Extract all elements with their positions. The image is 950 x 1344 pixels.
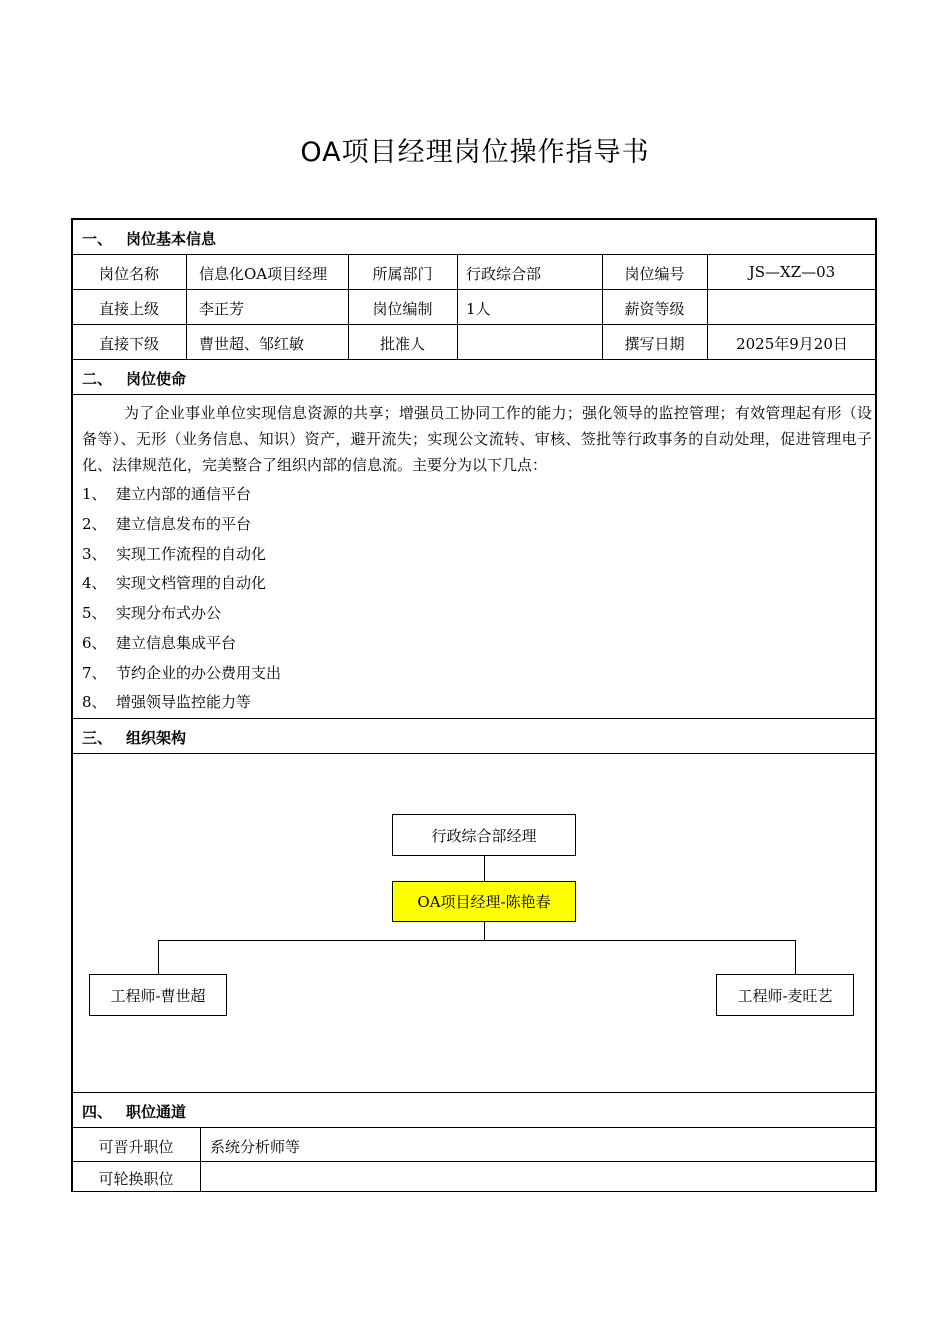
divider	[72, 1092, 877, 1093]
list-number: 4、	[82, 574, 107, 592]
divider	[72, 718, 877, 719]
list-text: 建立信息集成平台	[116, 634, 237, 652]
list-number: 2、	[82, 515, 107, 533]
section-header-org	[82, 727, 186, 748]
list-number: 5、	[82, 604, 107, 622]
org-connector	[484, 921, 485, 940]
label-position-name: 岗位名称	[98, 265, 159, 283]
list-text: 实现分布式办公	[116, 604, 222, 622]
org-box-department-manager: 行政综合部经理	[392, 814, 576, 856]
list-text: 实现工作流程的自动化	[116, 545, 267, 563]
divider	[200, 1127, 201, 1191]
section-header-basic	[82, 228, 216, 249]
org-box-engineer-left: 工程师-曹世超	[89, 974, 227, 1016]
list-number: 6、	[82, 634, 107, 652]
section-label: 组织架构	[126, 729, 187, 747]
label-promote: 可晋升职位	[98, 1138, 174, 1156]
divider	[186, 254, 187, 359]
divider	[72, 753, 877, 754]
label-salary-grade: 薪资等级	[624, 300, 685, 318]
list-number: 1、	[82, 485, 107, 503]
section-label: 职位通道	[126, 1103, 187, 1121]
list-number: 8、	[82, 693, 107, 711]
list-text: 建立信息发布的平台	[116, 515, 252, 533]
value-department: 行政综合部	[466, 265, 542, 283]
divider	[72, 289, 877, 290]
value-promote: 系统分析师等	[210, 1138, 301, 1156]
divider	[72, 254, 877, 255]
list-item	[82, 662, 281, 683]
value-headcount: 1人	[466, 300, 491, 318]
list-text: 节约企业的办公费用支出	[116, 664, 282, 682]
org-box-engineer-right: 工程师-麦旺艺	[716, 974, 854, 1016]
list-text: 增强领导监控能力等	[116, 693, 252, 711]
value-superior: 李正芳	[199, 300, 245, 318]
section-header-mission	[82, 368, 186, 389]
label-department: 所属部门	[372, 265, 433, 283]
mission-paragraph: 为了企业事业单位实现信息资源的共享；增强员工协同工作的能力；强化领导的监控管理；有效管理起有形（设备等）、无形（业务信息、知识）资产，避开流失；实现公文流转、审核、签批等行政事务的自动处理，促进管理电子化、法律规范化，完美整合了组织内部的信息流。主要分为以下几点：	[82, 404, 872, 474]
section-number: 二、	[82, 370, 113, 388]
label-write-date: 撰写日期	[624, 335, 685, 353]
org-box-current-position: OA项目经理-陈艳春	[392, 881, 576, 922]
label-subordinates: 直接下级	[98, 335, 159, 353]
section-label: 岗位基本信息	[126, 230, 217, 248]
list-item	[82, 632, 236, 653]
section-label: 岗位使命	[126, 370, 187, 388]
divider	[457, 254, 458, 359]
value-position-code: JS—XZ—03	[748, 263, 836, 281]
section-header-channel	[82, 1101, 186, 1122]
divider	[72, 324, 877, 325]
list-item	[82, 602, 221, 623]
list-number: 7、	[82, 664, 107, 682]
label-approver: 批准人	[379, 335, 425, 353]
list-item	[82, 543, 266, 564]
label-headcount: 岗位编制	[372, 300, 433, 318]
label-position-code: 岗位编号	[624, 265, 685, 283]
label-rotate: 可轮换职位	[98, 1170, 174, 1188]
divider	[72, 394, 877, 395]
list-item	[82, 691, 251, 712]
list-item	[82, 572, 266, 593]
section-number: 三、	[82, 729, 113, 747]
value-write-date: 2025年9月20日	[736, 335, 848, 353]
section-number: 一、	[82, 230, 113, 248]
value-subordinates: 曹世超、邹红敏	[199, 335, 305, 353]
org-connector	[484, 855, 485, 881]
list-item	[82, 513, 251, 534]
list-number: 3、	[82, 545, 107, 563]
list-text: 实现文档管理的自动化	[116, 574, 267, 592]
divider	[72, 1161, 877, 1162]
divider	[72, 1127, 877, 1128]
org-connector	[158, 940, 795, 941]
divider	[72, 359, 877, 360]
label-superior: 直接上级	[98, 300, 159, 318]
org-connector	[158, 940, 159, 974]
value-position-name: 信息化OA项目经理	[199, 265, 328, 283]
list-text: 建立内部的通信平台	[116, 485, 252, 503]
page-title: OA项目经理岗位操作指导书	[300, 137, 650, 168]
list-item	[82, 483, 251, 504]
section-number: 四、	[82, 1103, 113, 1121]
org-connector	[795, 940, 796, 974]
